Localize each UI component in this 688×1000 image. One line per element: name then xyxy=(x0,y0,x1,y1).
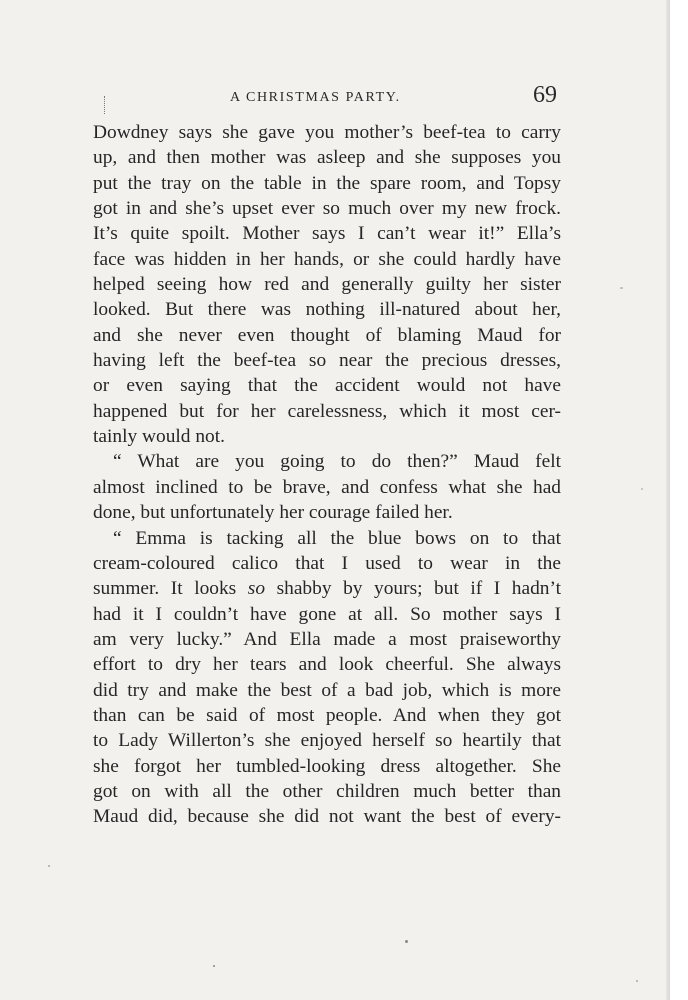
scan-speck xyxy=(48,865,50,867)
text-line: effort to dry her tears and look cheerful. She always xyxy=(93,654,561,676)
scan-speck xyxy=(405,940,408,943)
text-line: cream-coloured calico that I used to wear in the xyxy=(93,552,561,574)
text-line: “ Emma is tacking all the blue bows on to that xyxy=(113,527,561,549)
margin-mark xyxy=(104,96,106,114)
page-number: 69 xyxy=(533,82,557,108)
scan-speck xyxy=(636,980,638,982)
text-line: face was hidden in her hands, or she could hardly have xyxy=(93,248,561,270)
text-line: got in and she’s upset ever so much over my new frock. xyxy=(93,198,561,220)
text-line: than can be said of most people. And when they got xyxy=(93,704,561,726)
text-line: had it I couldn’t have gone at all. So mother says I xyxy=(93,603,561,625)
text-line: got on with all the other children much better than xyxy=(93,780,561,802)
scan-speck xyxy=(213,965,215,967)
text-line: done, but unfortunately her courage failed her. xyxy=(93,502,453,524)
text-line: up, and then mother was asleep and she supposes you xyxy=(93,147,561,169)
text-line: Maud did, because she did not want the best of every- xyxy=(93,806,561,828)
text-line: or even saying that the accident would not have xyxy=(93,375,561,397)
text-line: put the tray on the table in the spare room, and Topsy xyxy=(93,172,561,194)
text-line: am very lucky.” And Ella made a most praiseworthy xyxy=(93,628,561,650)
scan-speck xyxy=(620,287,623,289)
scan-speck xyxy=(641,488,643,490)
running-title: A CHRISTMAS PARTY. xyxy=(230,90,401,105)
text-line: helped seeing how red and generally guilty her sister xyxy=(93,274,561,296)
text-line: to Lady Willerton’s she enjoyed herself so heartily that xyxy=(93,730,561,752)
text-line: she forgot her tumbled-looking dress altogether. She xyxy=(93,755,561,777)
page-edge-shadow xyxy=(666,0,670,1000)
text-line: “ What are you going to do then?” Maud felt xyxy=(113,451,561,473)
text-line: almost inclined to be brave, and confess what she had xyxy=(93,476,561,498)
text-line: summer. It looks so shabby by yours; but if I hadn’t xyxy=(93,578,561,600)
text-line: It’s quite spoilt. Mother says I can’t wear it!” Ella’s xyxy=(93,223,561,245)
text-line: looked. But there was nothing ill-natured about her, xyxy=(93,299,561,321)
text-line: and she never even thought of blaming Maud for xyxy=(93,324,561,346)
text-line: did try and make the best of a bad job, which is more xyxy=(93,679,561,701)
text-line: happened but for her carelessness, which it most cer- xyxy=(93,400,561,422)
text-line: having left the beef-tea so near the precious dresses, xyxy=(93,350,561,372)
text-line: Dowdney says she gave you mother’s beef-tea to carry xyxy=(93,122,561,143)
text-line: tainly would not. xyxy=(93,426,225,448)
body-text xyxy=(93,120,561,830)
